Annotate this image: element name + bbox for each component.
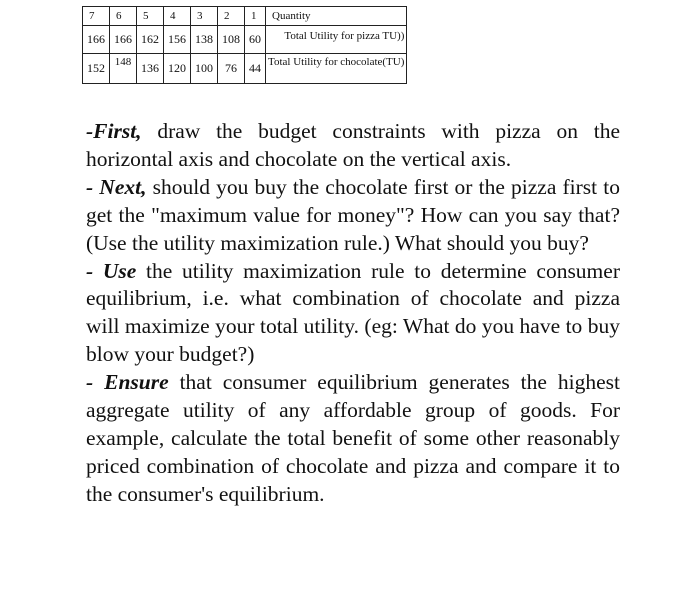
table-cell: 108 [218,26,245,54]
pizza-label: Total Utility for pizza TU)) [266,26,407,54]
quantity-row [83,7,407,26]
table-cell: 100 [191,54,218,84]
table-cell: 44 [245,54,266,84]
table-cell: 2 [218,7,245,26]
table-cell: 5 [137,7,164,26]
table-cell: 3 [191,7,218,26]
paragraph-lead: - Ensure [86,370,169,395]
table-cell: 1 [245,7,266,26]
pizza-row [83,26,407,54]
table-cell: 76 [218,54,245,84]
instruction-paragraph [86,174,620,258]
table-cell: 4 [164,7,191,26]
table-cell: 156 [164,26,191,54]
table-cell: 162 [137,26,164,54]
table-cell: 166 [110,26,137,54]
table-cell: 6 [110,7,137,26]
paragraph-lead: - Next, [86,174,147,199]
paragraph-body: the utility maximization rule to determine consumer equilibrium, i.e. what combination of chocolate and pizza will maximize your total utility. (eg: What do you have to buy blow your budget?) [86,258,620,367]
table-cell: 148 [110,54,137,84]
instruction-paragraph [86,258,620,370]
instruction-paragraph [86,369,620,509]
table-cell: 60 [245,26,266,54]
chocolate-label: Total Utility for chocolate(TU) [266,54,407,84]
paragraph-lead: - Use [86,258,137,283]
utility-table [82,6,407,84]
instructions-text [86,118,620,509]
table-cell: 136 [137,54,164,84]
table-cell: 138 [191,26,218,54]
paragraph-body: draw the budget constraints with pizza on the horizontal axis and chocolate on the vertical axis. [86,119,620,171]
table-cell: 152 [83,54,110,84]
quantity-label: Quantity [266,7,407,26]
table-cell: 166 [83,26,110,54]
paragraph-lead: -First, [86,119,142,143]
chocolate-row [83,54,407,84]
table-cell: 7 [83,7,110,26]
paragraph-body: that consumer equilibrium generates the highest aggregate utility of any affordable group of goods. For example, calculate the total benefit of some other reasonably priced combination of chocolate and pizza and compare it to the consumer's equilibrium. [86,370,620,506]
instruction-paragraph [86,118,620,174]
table-cell: 120 [164,54,191,84]
paragraph-body: should you buy the chocolate first or the pizza first to get the "maximum value for money"? How can you say that? (Use the utility maximization rule.) What should you buy? [86,174,620,255]
